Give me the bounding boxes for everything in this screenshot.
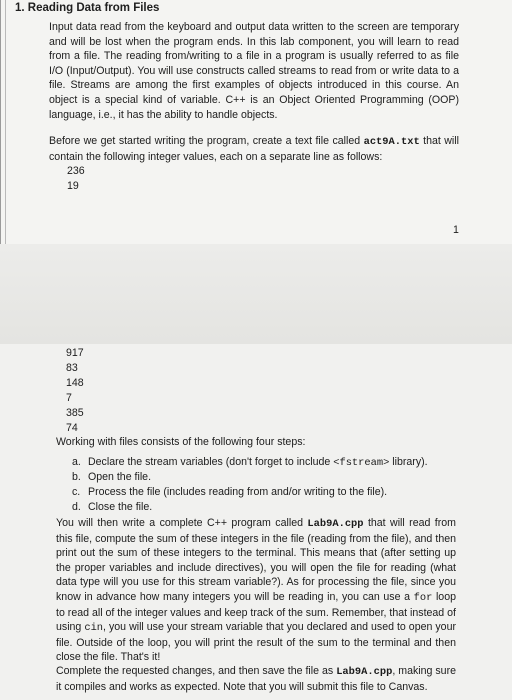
value-line: 148 xyxy=(66,377,84,389)
value-line: 74 xyxy=(66,422,78,434)
value-line: 917 xyxy=(66,347,84,359)
step-text-end: library). xyxy=(389,456,428,468)
step-item xyxy=(72,471,151,483)
step-letter: c. xyxy=(72,486,81,498)
value-line: 7 xyxy=(66,392,72,404)
filename-act9a: act9A.txt xyxy=(363,136,420,148)
filename-lab9a: Lab9A.cpp xyxy=(336,666,393,678)
step-letter: a. xyxy=(72,456,81,468)
para-text: , you will use your stream variable that you declared and used to open your file. Outside of the loop, you will print the result of the sum to the terminal and then close the file. That's it! xyxy=(56,621,456,664)
value-line: 83 xyxy=(66,362,78,374)
create-file-paragraph xyxy=(49,134,459,164)
step-letter: d. xyxy=(72,501,81,513)
step-code: <fstream> xyxy=(333,457,390,469)
step-text: Process the file (includes reading from and/or writing to the file). xyxy=(88,486,388,498)
para-text: Complete the requested changes, and then save the file as xyxy=(56,665,337,677)
steps-intro: Working with files consists of the following four steps: xyxy=(56,436,306,448)
para-text: that will read from this file, compute the sum of these integers in the file (reading from the file), and then print out the sum of these integers to the terminal. This means that (after setting up the proper variables and include directives), you will open the file for reading (what data type will you use for this stream variable?). As for processing the file, since you know in advance how many integers you will be reading in, you can use a xyxy=(56,517,456,603)
para-text: loop to read all of the integer values and keep track of the sum. Remember, that instead of using xyxy=(56,590,456,634)
para-text: , making sure it compiles and works as expected. Note that you will submit this file to Canvas. xyxy=(56,665,456,693)
value-line: 236 xyxy=(67,165,85,177)
value-line: 385 xyxy=(66,407,84,419)
para-text: You will then write a complete C++ program called xyxy=(56,517,308,529)
step-item xyxy=(72,501,152,513)
page-break xyxy=(0,244,512,344)
step-letter: b. xyxy=(72,471,81,483)
submission-paragraph xyxy=(56,664,456,694)
create-file-text-start: Before we get started writing the program, create a text file called xyxy=(49,135,364,147)
value-line: 19 xyxy=(67,180,79,192)
page-number: 1 xyxy=(453,224,459,236)
page-one xyxy=(0,0,512,244)
filename-lab9a: Lab9A.cpp xyxy=(307,518,364,530)
intro-paragraph: Input data read from the keyboard and output data written to the screen are temporary and will be lost when the program ends. In this lab component, you will learn to read from a file. The reading from/writing to a file in a program is usually referred to as file I/O (Input/Output). You will use constructs called streams to read from or write data to a file. Streams are among the first examples of objects introduced in this course. An object is a special kind of variable. C++ is an Object Oriented Programming (OOP) language, i.e., it has the ability to handle objects. xyxy=(49,21,459,121)
step-text: Close the file. xyxy=(88,501,153,513)
section-heading: 1. Reading Data from Files xyxy=(15,2,160,14)
code-cin: cin xyxy=(84,622,104,635)
step-item xyxy=(72,486,387,498)
program-instructions-paragraph xyxy=(56,516,456,665)
step-text: Declare the stream variables (don't forget to include xyxy=(88,456,334,468)
create-file-text-end: that will contain the following integer values, each on a separate line as follows: xyxy=(49,135,459,163)
step-text: Open the file. xyxy=(88,471,152,483)
step-item xyxy=(72,456,428,469)
code-for: for xyxy=(413,591,433,604)
